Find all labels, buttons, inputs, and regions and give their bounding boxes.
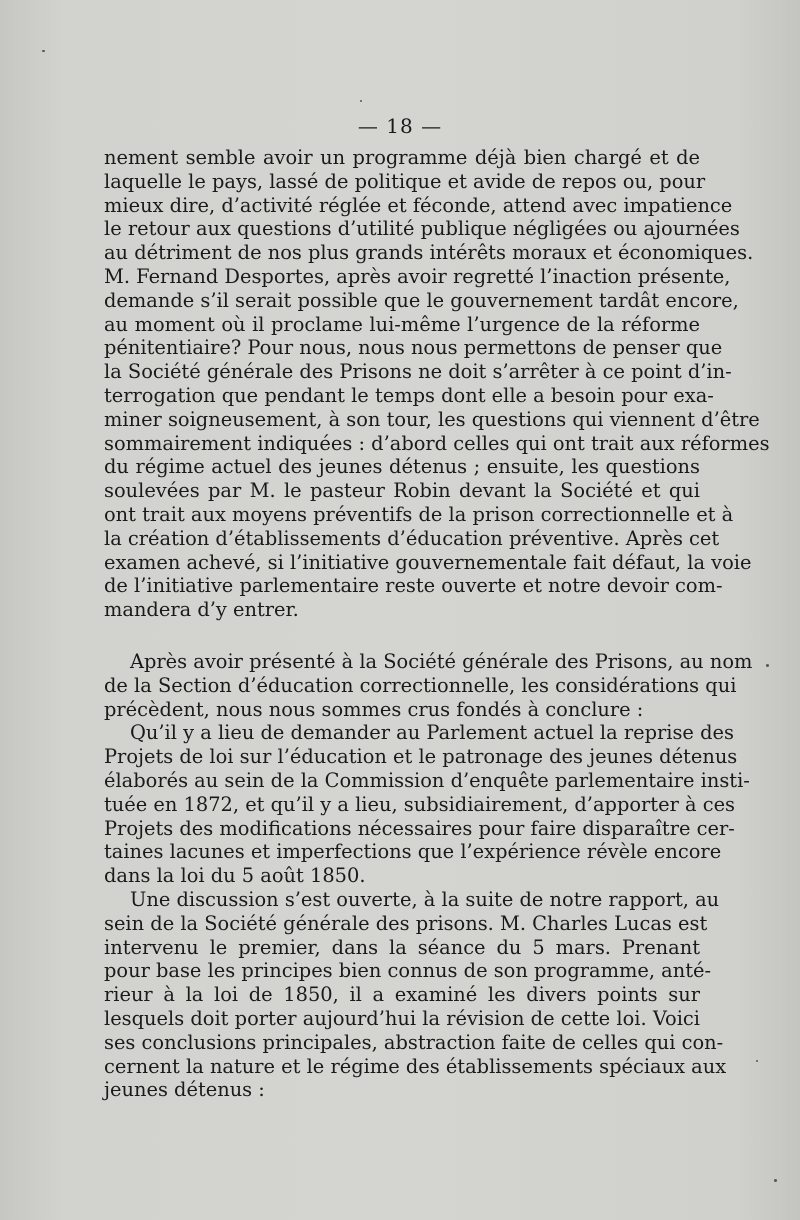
text-line: de la Section d’éducation correctionnelle, les considérations qui [104,673,737,697]
paper-speck [360,100,362,102]
paragraph-1 [104,146,770,622]
text-line: Après avoir présenté à la Société générale des Prisons, au nom [130,650,753,673]
text-line: rieur à la loi de 1850, il a examiné les divers points sur [104,983,700,1007]
text-line: mieux dire, d’activité réglée et féconde, attend avec impatience [104,193,733,217]
text-line: dans la loi du 5 août 1850. [104,864,366,888]
text-line: laquelle le pays, lassé de politique et avide de repos ou, pour [104,169,706,193]
text-line: M. Fernand Desportes, après avoir regretté l’inaction présente, [104,264,731,288]
paper-speck [42,50,45,52]
text-line: intervenu le premier, dans la séance du 5 mars. Prenant [104,935,700,959]
text-line: sein de la Société générale des prisons. M. Charles Lucas est [104,911,708,935]
paragraph-2 [104,650,753,1102]
paper-speck [756,1060,758,1062]
text-line: au moment où il proclame lui-même l’urgence de la réforme [104,312,700,336]
text-line: au détriment de nos plus grands intérêts moraux et économiques. [104,241,754,265]
text-line: Une discussion s’est ouverte, à la suite de notre rapport, au [130,887,720,911]
text-line: soulevées par M. le pasteur Robin devant la Société et qui [104,479,700,503]
text-line: la Société générale des Prisons ne doit s’arrêter à ce point d’in- [104,360,732,384]
text-line: pénitentiaire? Pour nous, nous nous permettons de penser que [104,336,723,360]
paper-speck [774,1179,777,1182]
text-line: cernent la nature et le régime des établissements spéciaux aux [104,1054,727,1078]
text-line: demande s’il serait possible que le gouvernement tardât encore, [104,288,739,312]
text-line: précèdent, nous nous sommes crus fondés à conclure : [104,697,644,721]
paper-speck [766,664,769,667]
text-line: élaborés au sein de la Commission d’enquête parlementaire insti- [104,768,750,792]
text-line: tuée en 1872, et qu’il y a lieu, subsidiairement, d’apporter à ces [104,792,736,816]
text-line: ont trait aux moyens préventifs de la prison correctionnelle et à [104,502,734,526]
text-line: nement semble avoir un programme déjà bien chargé et de [104,146,700,169]
text-line: miner soigneusement, à son tour, les questions qui viennent d’être [104,407,760,431]
text-line: le retour aux questions d’utilité publique négligées ou ajournées [104,217,740,241]
page-number: — 18 — [357,114,443,138]
text-line: la création d’établissements d’éducation préventive. Après cet [104,526,720,550]
text-line: ses conclusions principales, abstraction faite de celles qui con- [104,1030,724,1054]
text-line: Projets des modifications nécessaires pour faire disparaître cer- [104,816,735,840]
text-line: du régime actuel des jeunes détenus ; ensuite, les questions [104,455,700,479]
text-line: lesquels doit porter aujourd’hui la révision de cette loi. Voici [104,1006,700,1030]
text-line: taines lacunes et imperfections que l’expérience révèle encore [104,840,722,864]
text-line: sommairement indiquées : d’abord celles qui ont trait aux réformes [104,431,770,455]
text-line: Projets de loi sur l’éducation et le patronage des jeunes détenus [104,745,738,769]
text-line: terrogation que pendant le temps dont elle a besoin pour exa- [104,383,714,407]
text-line: mandera d’y entrer. [104,598,299,622]
text-line: de l’initiative parlementaire reste ouverte et notre devoir com- [104,574,723,598]
text-line: examen achevé, si l’initiative gouvernementale fait défaut, la voie [104,550,752,574]
text-line: pour base les principes bien connus de son programme, anté- [104,959,712,983]
text-line: Qu’il y a lieu de demander au Parlement actuel la reprise des [130,721,734,745]
text-line: jeunes détenus : [104,1078,265,1102]
